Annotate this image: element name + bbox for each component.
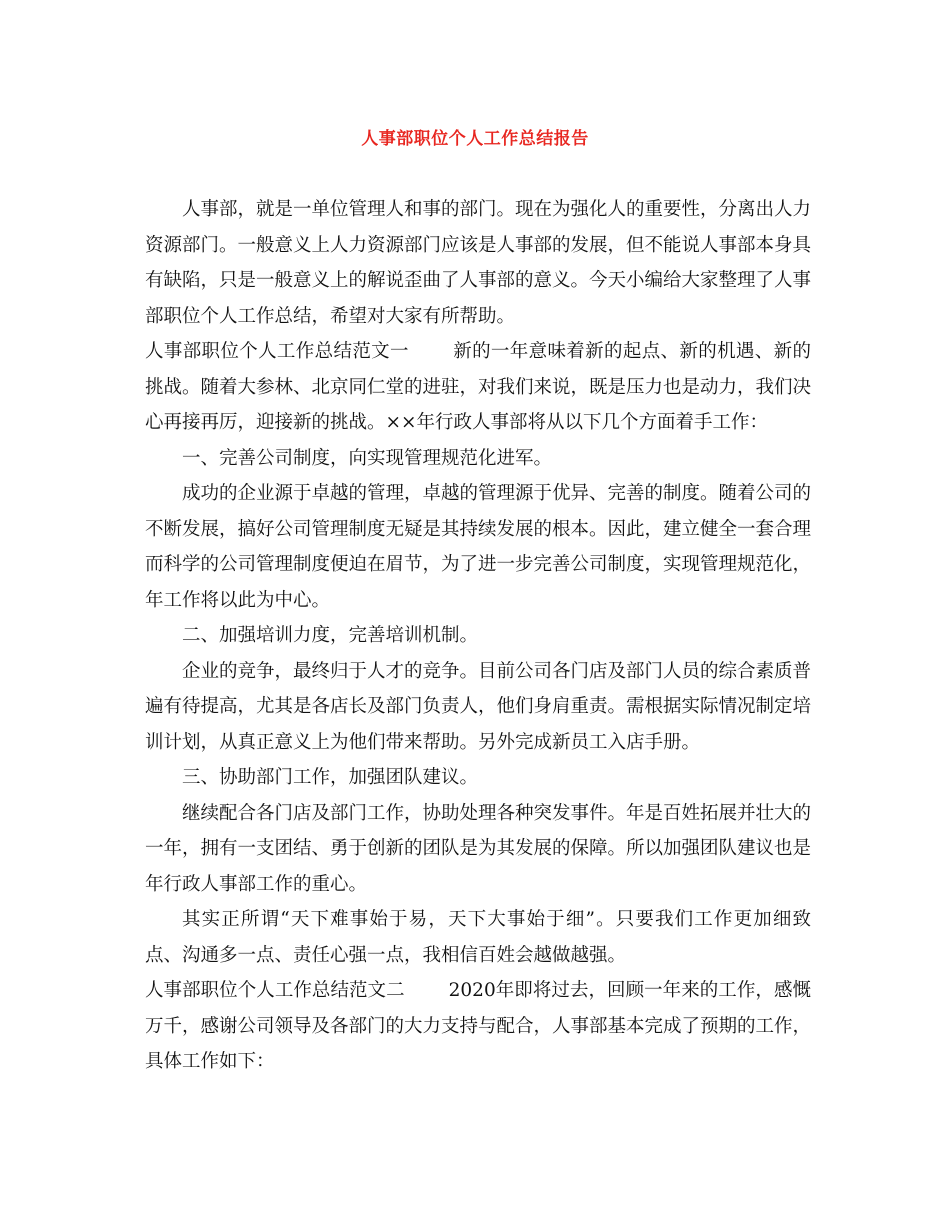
section-paragraph-3: 继续配合各门店及部门工作，协助处理各种突发事件。年是百姓拓展并壮大的一年，拥有一支团结、勇于创新的团队是为其发展的保障。所以加强团队建议也是年行政人事部工作的重心。	[145, 802, 812, 895]
section-paragraph-1: 成功的企业源于卓越的管理，卓越的管理源于优异、完善的制度。随着公司的不断发展，搞好公司管理制度无疑是其持续发展的根本。因此，建立健全一套合理而科学的公司管理制度便迫在眉节，为了进一步完善公司制度，实现管理规范化，年工作将以此为中心。	[145, 483, 812, 611]
sample-one-heading: 人事部职位个人工作总结范文一	[145, 341, 409, 362]
section-heading-3: 三、协助部门工作，加强团队建议。	[182, 767, 479, 788]
section-heading-2: 二、加强培训力度，完善培训机制。	[182, 625, 479, 646]
sample-two-paragraph	[145, 973, 811, 1080]
intro-paragraph: 人事部，就是一单位管理人和事的部门。现在为强化人的重要性，分离出人力资源部门。一般意义上人力资源部门应该是人事部的发展，但不能说人事部本身具有缺陷，只是一般意义上的解说歪曲了人事部的意义。今天小编给大家整理了人事部职位个人工作总结，希望对大家有所帮助。	[145, 199, 812, 327]
closing-paragraph: 其实正所谓“天下难事始于易，天下大事始于细”。只要我们工作更加细致点、沟通多一点、责任心强一点，我相信百姓会越做越强。	[145, 909, 811, 966]
section-paragraph-2: 企业的竞争，最终归于人才的竞争。目前公司各门店及部门人员的综合素质普遍有待提高，尤其是各店长及部门负责人，他们身肩重责。需根据实际情况制定培训计划，从真正意义上为他们带来帮助。另外完成新员工入店手册。	[145, 660, 812, 753]
sample-two-opening: 2020年即将过去，回顾一年来的工作，感慨万千，感谢公司领导及各部门的大力支持与配合，人事部基本完成了预期的工作，具体工作如下：	[145, 980, 812, 1072]
document-body	[145, 192, 811, 1080]
sample-one-opening: 新的一年意味着新的起点、新的机遇、新的挑战。随着大参林、北京同仁堂的进驻，对我们来说，既是压力也是动力，我们决心再接再厉，迎接新的挑战。××年行政人事部将从以下几个方面着手工作：	[145, 341, 812, 433]
sample-two-heading: 人事部职位个人工作总结范文二	[145, 980, 405, 1001]
section-heading-1: 一、完善公司制度，向实现管理规范化进军。	[182, 447, 553, 469]
sample-one-paragraph	[145, 334, 811, 441]
document-title: 人事部职位个人工作总结报告	[361, 129, 589, 149]
